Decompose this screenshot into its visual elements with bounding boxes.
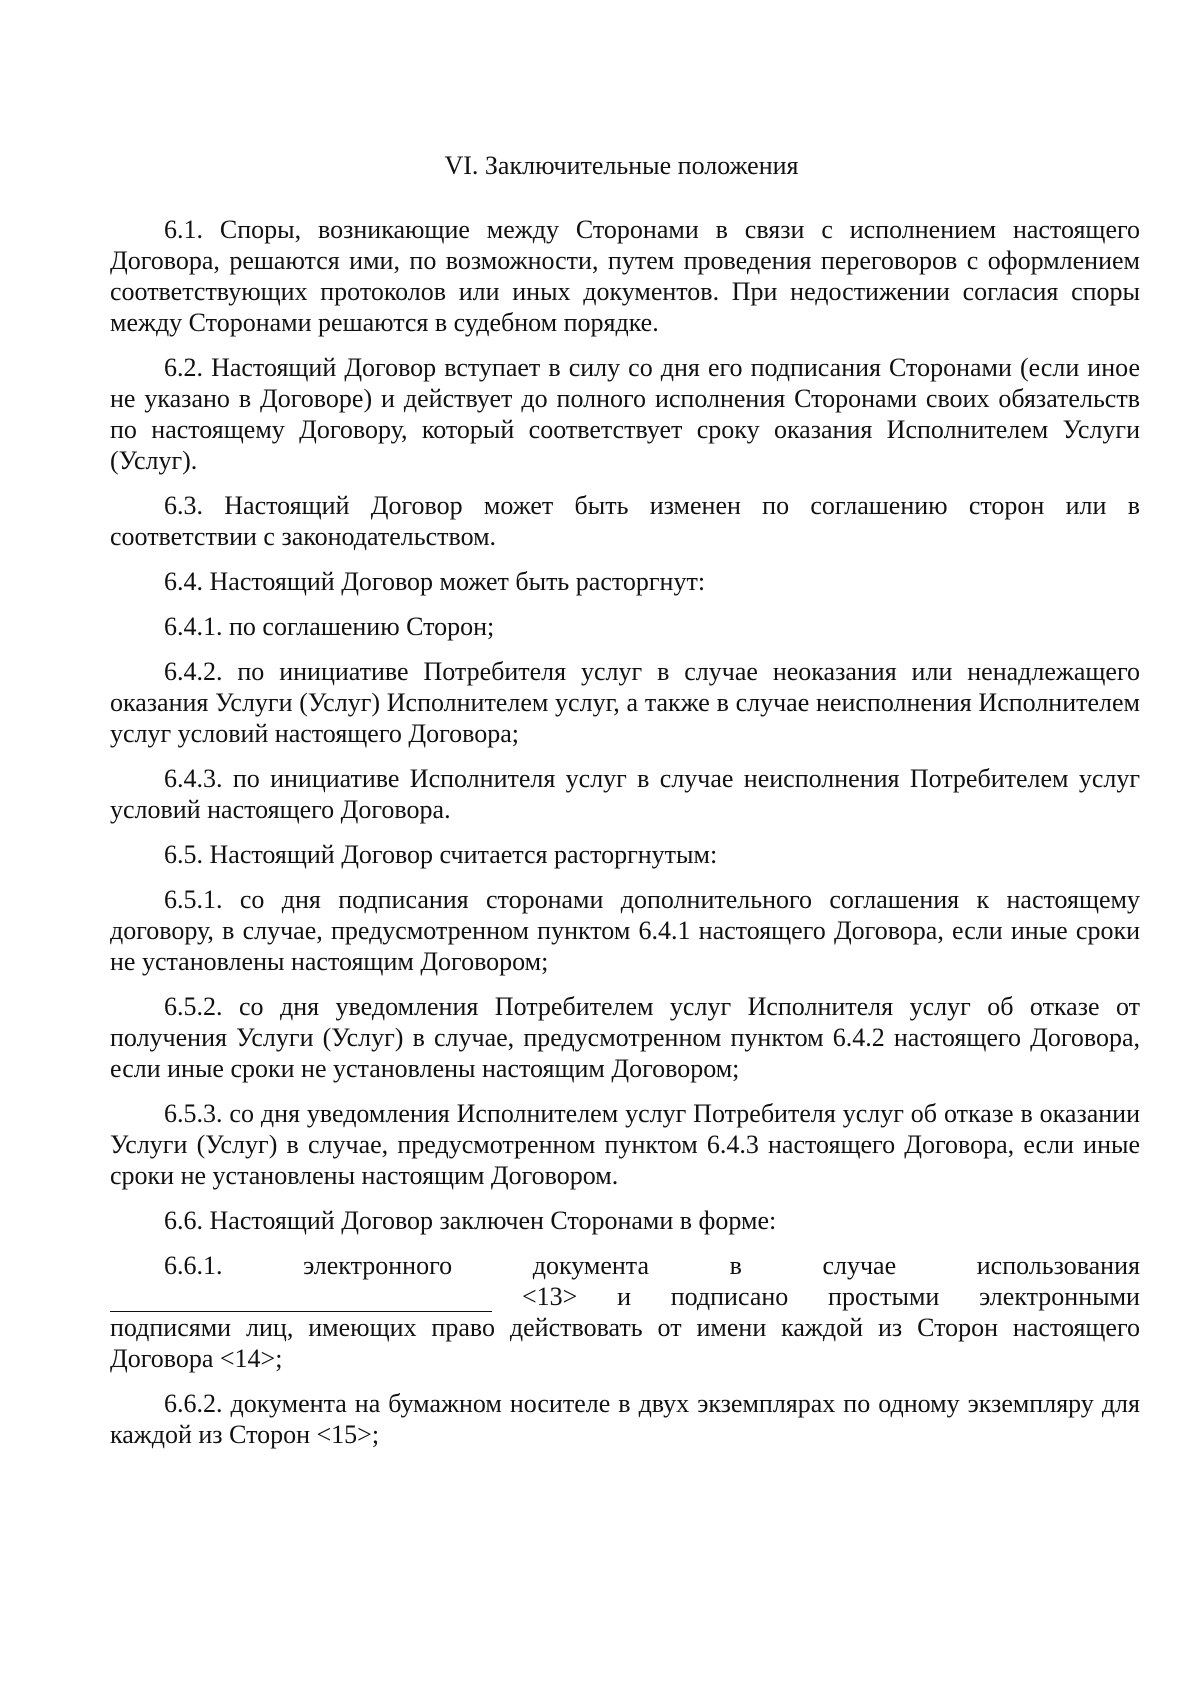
paragraph-6-1: 6.1. Споры, возникающие между Сторонами в связи с исполнением настоящего Договора, решаются ими, по возможности, путем проведения переговоров с оформлением соответствующих протоколов или иных документов. При недостижении согласия споры между Сторонами решаются в судебном порядке. — [110, 215, 1140, 337]
paragraph-6-6: 6.6. Настоящий Договор заключен Сторонами в форме: — [164, 1206, 777, 1235]
word: электронного — [303, 1251, 453, 1280]
paragraph-6-6-1-continuation: подписями лиц, имеющих право действовать от имени каждой из Сторон настоящего Договора <14>; — [110, 1313, 1140, 1373]
word: 6.6.1. — [164, 1251, 223, 1280]
word: в — [729, 1251, 742, 1280]
line-2-words — [492, 1281, 1140, 1312]
word: подписано — [670, 1282, 789, 1311]
footnote-ref: <13> — [522, 1282, 578, 1311]
paragraph-6-4-2: 6.4.2. по инициативе Потребителя услуг в случае неоказания или ненадлежащего оказания Услуги (Услуг) Исполнителем услуг, а также в случае неисполнения Исполнителем услуг условий настоящего Договора; — [110, 657, 1140, 748]
document-body — [110, 214, 1140, 1450]
paragraph-6-5: 6.5. Настоящий Договор считается расторгнутым: — [164, 840, 718, 869]
paragraph-6-5-1: 6.5.1. со дня подписания сторонами дополнительного соглашения к настоящему договору, в случае, предусмотренном пунктом 6.4.1 настоящего Договора, если иные сроки не установлены настоящим Договором; — [110, 885, 1140, 976]
paragraph-6-6-1-line-2 — [110, 1281, 1140, 1312]
paragraph-6-3: 6.3. Настоящий Договор может быть изменен по соглашению сторон или в соответствии с законодательством. — [110, 491, 1140, 551]
paragraph-6-6-2: 6.6.2. документа на бумажном носителе в двух экземплярах по одному экземпляру для каждой из Сторон <15>; — [110, 1389, 1140, 1449]
word: случае — [822, 1251, 897, 1280]
word: простыми — [828, 1282, 940, 1311]
paragraph-6-6-1-line-1 — [110, 1250, 1140, 1281]
paragraph-6-4-3: 6.4.3. по инициативе Исполнителя услуг в случае неисполнения Потребителем услуг условий настоящего Договора. — [110, 764, 1140, 824]
paragraph-6-4-1: 6.4.1. по соглашению Сторон; — [164, 612, 495, 641]
word: электронными — [979, 1282, 1140, 1311]
paragraph-6-5-2: 6.5.2. со дня уведомления Потребителем услуг Исполнителя услуг об отказе от получения Услуги (Услуг) в случае, предусмотренном пунктом 6.4.2 настоящего Договора, если иные сроки не установлены настоящим Договором; — [110, 992, 1140, 1083]
paragraph-6-6-1 — [110, 1250, 1140, 1374]
paragraph-6-4: 6.4. Настоящий Договор может быть расторгнут: — [164, 567, 706, 596]
blank-fill-line — [110, 1287, 492, 1312]
paragraph-6-2: 6.2. Настоящий Договор вступает в силу со дня его подписания Сторонами (если иное не указано в Договоре) и действует до полного исполнения Сторонами своих обязательств по настоящему Договору, который соответствует сроку оказания Исполнителем Услуги (Услуг). — [110, 353, 1140, 475]
paragraph-6-5-3: 6.5.3. со дня уведомления Исполнителем услуг Потребителя услуг об отказе в оказании Услуги (Услуг) в случае, предусмотренном пунктом 6.4.3 настоящего Договора, если иные сроки не установлены настоящим Договором. — [110, 1099, 1140, 1190]
word: и — [617, 1282, 631, 1311]
word: документа — [532, 1251, 649, 1280]
word: использования — [976, 1251, 1140, 1280]
section-heading: VI. Заключительные положения — [444, 151, 799, 180]
